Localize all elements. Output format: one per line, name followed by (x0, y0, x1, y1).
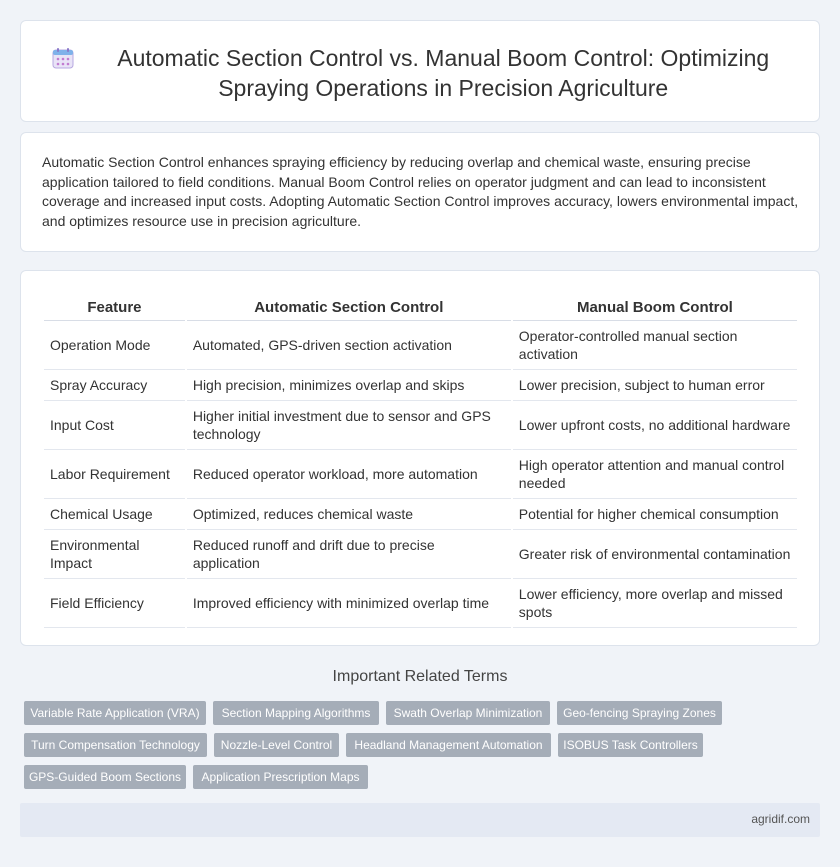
table-row (44, 401, 797, 450)
table-cell: Automated, GPS-driven section activation (187, 321, 511, 370)
intro-paragraph: Automatic Section Control enhances spraying efficiency by reducing overlap and chemical waste, ensuring precise application tailored to field conditions. Manual Boom Control relies on operator judgment and can lead to inconsistent coverage and increased input costs. Adopting Automatic Section Control improves accuracy, lowers environmental impact, and optimizes resource use in precision agriculture. (42, 154, 799, 229)
calendar-icon (52, 47, 74, 69)
table-cell: Lower upfront costs, no additional hardware (513, 401, 797, 450)
table-row (44, 370, 797, 401)
table-cell: Lower efficiency, more overlap and missed spots (513, 579, 797, 628)
comparison-table (42, 297, 799, 628)
tag-geo-fencing-spraying-zones[interactable]: Geo-fencing Spraying Zones (557, 701, 722, 725)
tag-isobus-task-controllers[interactable]: ISOBUS Task Controllers (558, 733, 703, 757)
tag-turn-compensation-technology[interactable]: Turn Compensation Technology (24, 733, 207, 757)
title-card (20, 20, 820, 122)
table-cell: Operation Mode (44, 321, 185, 370)
table-cell: Field Efficiency (44, 579, 185, 628)
tag-variable-rate-application[interactable]: Variable Rate Application (VRA) (24, 701, 206, 725)
table-cell: Operator-controlled manual section activation (513, 321, 797, 370)
tag-application-prescription-maps[interactable]: Application Prescription Maps (193, 765, 368, 789)
table-cell: Spray Accuracy (44, 370, 185, 401)
table-row (44, 579, 797, 628)
comparison-card (20, 270, 820, 646)
tag-section-mapping-algorithms[interactable]: Section Mapping Algorithms (213, 701, 379, 725)
table-cell: High operator attention and manual control needed (513, 450, 797, 499)
page-title: Automatic Section Control vs. Manual Boom Control: Optimizing Spraying Operations in Precision Agriculture (117, 45, 770, 101)
table-row (44, 499, 797, 530)
table-header-row (44, 297, 797, 321)
intro-card (20, 132, 820, 252)
tag-nozzle-level-control[interactable]: Nozzle-Level Control (214, 733, 339, 757)
table-cell: Input Cost (44, 401, 185, 450)
header-manual: Manual Boom Control (513, 297, 797, 321)
footer-site-link[interactable]: agridif.com (751, 812, 810, 826)
tag-gps-guided-boom-sections[interactable]: GPS-Guided Boom Sections (24, 765, 186, 789)
table-row (44, 321, 797, 370)
header-automatic: Automatic Section Control (187, 297, 511, 321)
table-cell: Reduced runoff and drift due to precise application (187, 530, 511, 579)
table-cell: Environmental Impact (44, 530, 185, 579)
related-terms-title: Important Related Terms (332, 668, 508, 685)
table-cell: Lower precision, subject to human error (513, 370, 797, 401)
table-cell: Higher initial investment due to sensor and GPS technology (187, 401, 511, 450)
table-row (44, 530, 797, 579)
table-cell: Reduced operator workload, more automation (187, 450, 511, 499)
table-cell: Optimized, reduces chemical waste (187, 499, 511, 530)
table-cell: Greater risk of environmental contamination (513, 530, 797, 579)
table-cell: High precision, minimizes overlap and skips (187, 370, 511, 401)
table-cell: Chemical Usage (44, 499, 185, 530)
table-row (44, 450, 797, 499)
table-cell: Improved efficiency with minimized overlap time (187, 579, 511, 628)
table-cell: Labor Requirement (44, 450, 185, 499)
tag-headland-management-automation[interactable]: Headland Management Automation (346, 733, 551, 757)
table-cell: Potential for higher chemical consumption (513, 499, 797, 530)
header-feature: Feature (44, 297, 185, 321)
footer (20, 803, 820, 837)
tag-swath-overlap-minimization[interactable]: Swath Overlap Minimization (386, 701, 550, 725)
